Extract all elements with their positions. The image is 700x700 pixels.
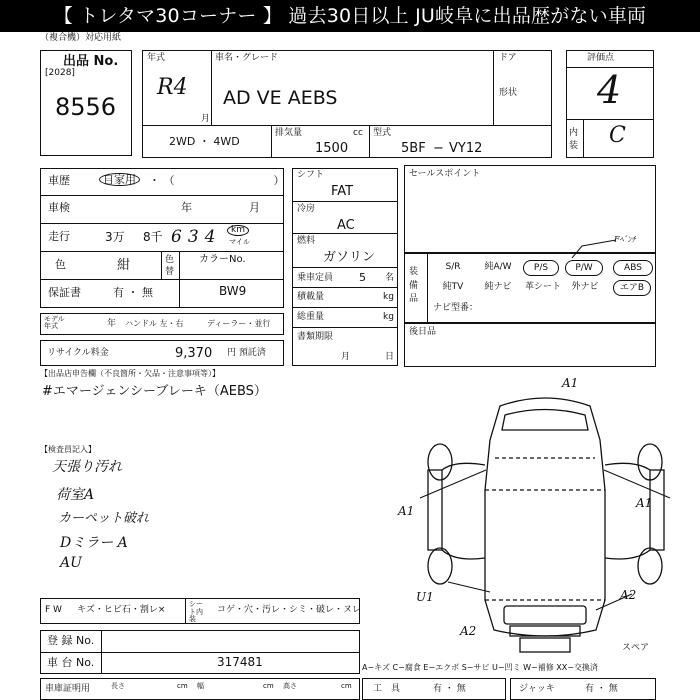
dim-width-unit: cm — [263, 682, 274, 690]
model-code: VY12 — [449, 141, 483, 156]
damage-mark-front: A1 — [562, 376, 579, 390]
color-label: 色 — [55, 258, 66, 271]
spare-tire — [520, 638, 570, 652]
garage-cert-row — [40, 678, 360, 700]
recycle-value: 9,370 — [175, 346, 213, 361]
lot-number: 8556 — [55, 93, 117, 121]
shift-value: FAT — [331, 184, 354, 199]
equip-tv: 純TV — [442, 282, 464, 292]
damage-legend: A−キズ C−腐食 E−エクボ S−サビ U−凹ミ W−補修 XX−交換済 — [362, 663, 598, 672]
inspector-note-au: AU — [60, 555, 82, 571]
history-value: 自家用 — [99, 173, 140, 186]
history-rest: ・ （ ） — [149, 174, 285, 187]
inspection-label: 車検 — [48, 201, 70, 214]
chassis-number: 317481 — [217, 655, 263, 669]
inspector-note-ceiling: 天張り汚れ — [52, 459, 122, 475]
model-year-row — [40, 313, 284, 335]
displacement-unit: cc — [353, 128, 363, 138]
seat-label: シート内装 — [189, 600, 203, 624]
dim-width-label: 幅 — [197, 682, 204, 690]
seat-items: コゲ・穴・汚レ・シミ・破レ・ヌレ — [217, 605, 362, 615]
color-replace-label: 色替 — [165, 255, 175, 277]
warranty-label: 保証書 — [48, 286, 81, 299]
interior-label: 内装 — [569, 128, 579, 151]
jack-row — [510, 678, 656, 700]
model-year: R4 — [157, 75, 188, 100]
doc-day: 日 — [385, 352, 395, 362]
damage-mark-rear: A2 — [460, 624, 477, 638]
doc-month: 月 — [341, 352, 351, 362]
equip-sunroof: S/R — [445, 262, 461, 272]
vehicle-header — [142, 50, 552, 126]
dim-height-unit: cm — [341, 682, 352, 690]
interior-value: C — [609, 123, 626, 148]
damage-mark-right-rear: A2 — [620, 588, 637, 602]
color-value: 紺 — [117, 258, 131, 273]
mileage-unit-alt: マイル — [229, 238, 250, 246]
ac-label: 冷房 — [297, 204, 316, 214]
jack-label: ジャッキ — [519, 684, 555, 694]
mileage-digits: 634 — [171, 227, 222, 247]
total-weight-label: 総重量 — [297, 312, 325, 322]
declaration-label: 【出品店申告欄（不良箇所・欠品・注意事項等）】 — [40, 369, 220, 378]
equip-nav: 純ナビ — [484, 282, 512, 292]
annotation-arrow — [560, 238, 620, 262]
inspector-note-carpet: カーペット破れ — [58, 511, 150, 526]
month-label: 月 — [201, 114, 211, 124]
inspection-year: 年 — [181, 201, 192, 214]
nav-model-label: ナビ型番： — [433, 303, 479, 313]
load-unit: kg — [383, 292, 394, 302]
color-no: BW9 — [219, 284, 247, 298]
mileage-man: 3万 — [105, 230, 125, 244]
fuel-label: 燃料 — [297, 236, 316, 246]
tools-row — [362, 678, 506, 700]
score-box — [566, 50, 654, 158]
windshield — [502, 410, 588, 431]
shape-label: 形状 — [499, 88, 518, 98]
equip-airbag: エアB — [613, 280, 651, 296]
after-parts-box — [404, 323, 656, 367]
spare-label: スペア — [622, 643, 650, 653]
lot-year-tag: [2028] — [45, 68, 75, 78]
jack-value: 有 ・ 無 — [585, 684, 618, 694]
model-prefix: 5BF — [401, 141, 426, 156]
recycle-unit: 円 預託済 — [227, 348, 266, 358]
damage-diagram — [400, 370, 690, 660]
model-year-value: 年 — [107, 319, 117, 329]
rear-left-wheel — [428, 548, 452, 584]
displacement-label: 排気量 — [275, 128, 303, 138]
sales-points-label: セールスポイント — [409, 169, 481, 179]
form-note: （複合機）対応用紙 — [40, 33, 122, 43]
color-no-label: カラーNo. — [199, 254, 246, 265]
mileage-label: 走行 — [48, 230, 70, 243]
recycle-row — [40, 340, 284, 366]
door-label: ドア — [499, 53, 517, 63]
equip-abs: ABS — [613, 260, 653, 276]
left-door-panel — [428, 470, 442, 550]
panel-seams — [485, 458, 605, 600]
fw-seat-row — [40, 598, 360, 624]
equipment-box — [404, 253, 656, 323]
capacity-unit: 名 — [385, 273, 395, 283]
mileage-sen: 8千 — [143, 230, 163, 244]
fw-items: キズ・ヒビ石・割レ× — [77, 605, 166, 615]
ac-value: AC — [337, 218, 355, 233]
rear-right-wheel — [638, 548, 662, 584]
load-label: 積載量 — [297, 292, 325, 302]
inspection-month: 月 — [249, 201, 260, 214]
score-value: 4 — [597, 68, 622, 112]
spec-row: 2WD ・ 4WD 排気量 cc 1500 型式 5BF − VY12 — [142, 125, 552, 158]
capacity-label: 乗車定員 — [297, 273, 334, 283]
handle-label: ハンドル 左・右 — [125, 319, 184, 328]
fw-label: F W — [45, 605, 62, 615]
lot-label: 出品 No. — [63, 54, 119, 69]
tools-label: 工 具 — [373, 684, 401, 694]
equip-power-steering: P/S — [523, 260, 559, 276]
inspector-note-mirror: Dミラー A — [60, 535, 128, 551]
car-grade: AD VE AEBS — [223, 87, 338, 109]
front-left-wheel — [428, 444, 452, 480]
dim-length-label: 長さ — [111, 682, 125, 690]
fuel-value: ガソリン — [323, 250, 376, 265]
damage-mark-left: A1 — [398, 504, 415, 518]
equip-alloy-wheels: 純A/W — [484, 262, 512, 272]
equip-leather: 革シート — [524, 282, 561, 292]
dim-height-label: 高さ — [283, 682, 297, 690]
inspector-note-cargo: 荷室A — [56, 487, 95, 503]
registration-box — [40, 630, 360, 674]
shift-label: シフト — [297, 170, 325, 180]
garage-cert-label: 車庫証明用 — [45, 684, 91, 694]
registration-label: 登 録 No. — [47, 634, 95, 647]
title-banner: 【 トレタマ30コーナー 】 過去30日以上 JU岐阜に出品歴がない車両 — [0, 0, 700, 32]
equipment-annotation: Fﾍﾞﾝﾁ — [614, 235, 636, 244]
year-label: 年式 — [147, 53, 166, 63]
chassis-label: 車 台 No. — [47, 656, 95, 669]
dim-length-unit: cm — [177, 682, 188, 690]
right-door-panel — [650, 470, 664, 550]
inspector-label: 【検査員記入】 — [40, 445, 96, 454]
tools-value: 有 ・ 無 — [433, 684, 466, 694]
damage-mark-right: A1 — [636, 496, 653, 510]
model-label: 型式 — [373, 128, 392, 138]
name-grade-label: 車名・グレード — [215, 53, 279, 63]
mileage-unit: km — [227, 225, 249, 236]
displacement: 1500 — [315, 141, 349, 156]
after-parts-label: 後日品 — [409, 327, 437, 337]
equipment-label: 装備品 — [409, 267, 419, 304]
history-block — [40, 168, 284, 308]
specs-block — [292, 168, 398, 366]
score-label: 評価点 — [587, 53, 615, 63]
doc-deadline-label: 書類期限 — [297, 332, 334, 342]
lot-box — [40, 50, 132, 156]
rear-window — [504, 606, 586, 624]
equip-aftermarket-nav: 外ナビ — [571, 282, 599, 292]
declaration-text: #エマージェンシーブレーキ（AEBS） — [42, 384, 267, 399]
history-label: 車歴 — [48, 174, 70, 187]
dealer-label: ディーラー・並行 — [207, 319, 271, 328]
capacity-value: 5 — [359, 271, 366, 284]
side-lines — [442, 463, 653, 559]
equip-power-windows: P/W — [565, 260, 603, 276]
total-weight-unit: kg — [383, 312, 394, 322]
warranty-value: 有 ・ 無 — [113, 286, 153, 299]
recycle-label: リサイクル料金 — [47, 348, 109, 358]
drive-type: 2WD ・ 4WD — [169, 135, 240, 148]
model-year-label: モデル年式 — [44, 315, 65, 330]
damage-mark-left-rear: U1 — [416, 590, 434, 604]
